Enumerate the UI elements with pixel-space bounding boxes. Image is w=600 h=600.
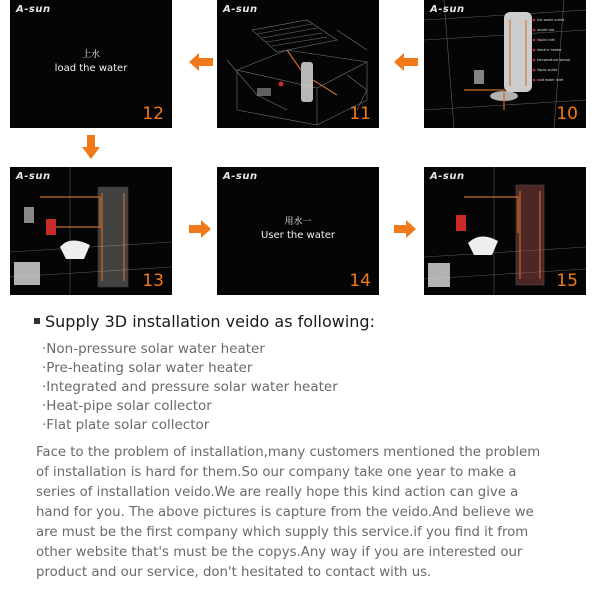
frame-number: 12 [142, 104, 164, 124]
paragraph-line: of installation is hard for them.So our company take one year to make a [36, 465, 517, 480]
brand-logo: A-sun [430, 4, 465, 15]
brand-logo: A-sun [223, 4, 258, 15]
arrow-right-icon [394, 220, 416, 238]
video-frame-12 [10, 0, 172, 128]
video-frame-15 [424, 167, 586, 295]
frame-number: 14 [349, 271, 371, 291]
arrow-down-icon [82, 135, 100, 159]
frame-number: 11 [349, 104, 371, 124]
tank-label: liquid inlet [537, 38, 555, 42]
list-item: ·Non-pressure solar water heater [42, 341, 265, 357]
tank-label: hot water outlet [537, 18, 565, 22]
brand-logo: A-sun [16, 4, 51, 15]
arrow-left-icon [189, 53, 213, 71]
frame-number: 15 [556, 271, 578, 291]
frame-caption: 上水 load the water [54, 50, 128, 74]
tank-label: temperature sensor [537, 58, 571, 62]
video-frame-11 [217, 0, 379, 128]
list-item: ·Heat-pipe solar collector [42, 398, 212, 414]
tank-label: electric heater [537, 48, 562, 52]
video-frame-10 [424, 0, 586, 128]
paragraph-line: Face to the problem of installation,many customers mentioned the problem [36, 445, 541, 460]
description-paragraph [36, 443, 584, 583]
section-heading: Supply 3D installation veido as following: [34, 312, 375, 331]
brand-logo: A-sun [16, 171, 51, 182]
paragraph-line: series of installation veido.We are really hope this kind action can give a [36, 485, 519, 500]
frame-number: 10 [556, 104, 578, 124]
paragraph-line: product and our service, don't hesitated to contact with us. [36, 565, 432, 580]
list-item: ·Integrated and pressure solar water heater [42, 379, 338, 395]
arrow-left-icon [394, 53, 418, 71]
tank-label: cold water inlet [537, 78, 564, 82]
frame-number: 13 [142, 271, 164, 291]
paragraph-line: hand for you. The above pictures is capture from the veido.And believe we [36, 505, 534, 520]
frame-caption: 用水一 User the water [260, 217, 336, 241]
arrow-right-icon [189, 220, 211, 238]
list-item: ·Pre-heating solar water heater [42, 360, 253, 376]
brand-logo: A-sun [223, 171, 258, 182]
video-frame-14 [217, 167, 379, 295]
paragraph-line: are must be the first company which supply this service.if you find it from [36, 525, 529, 540]
tank-label: liquid outlet [537, 68, 558, 72]
product-list [42, 340, 338, 435]
paragraph-line: other website that's must be the copys.Any way if you are interested our [36, 545, 523, 560]
brand-logo: A-sun [430, 171, 465, 182]
square-bullet-icon [34, 318, 40, 324]
video-frame-13 [10, 167, 172, 295]
tank-label: anode rod [537, 28, 555, 32]
list-item: ·Flat plate solar collector [42, 417, 210, 433]
